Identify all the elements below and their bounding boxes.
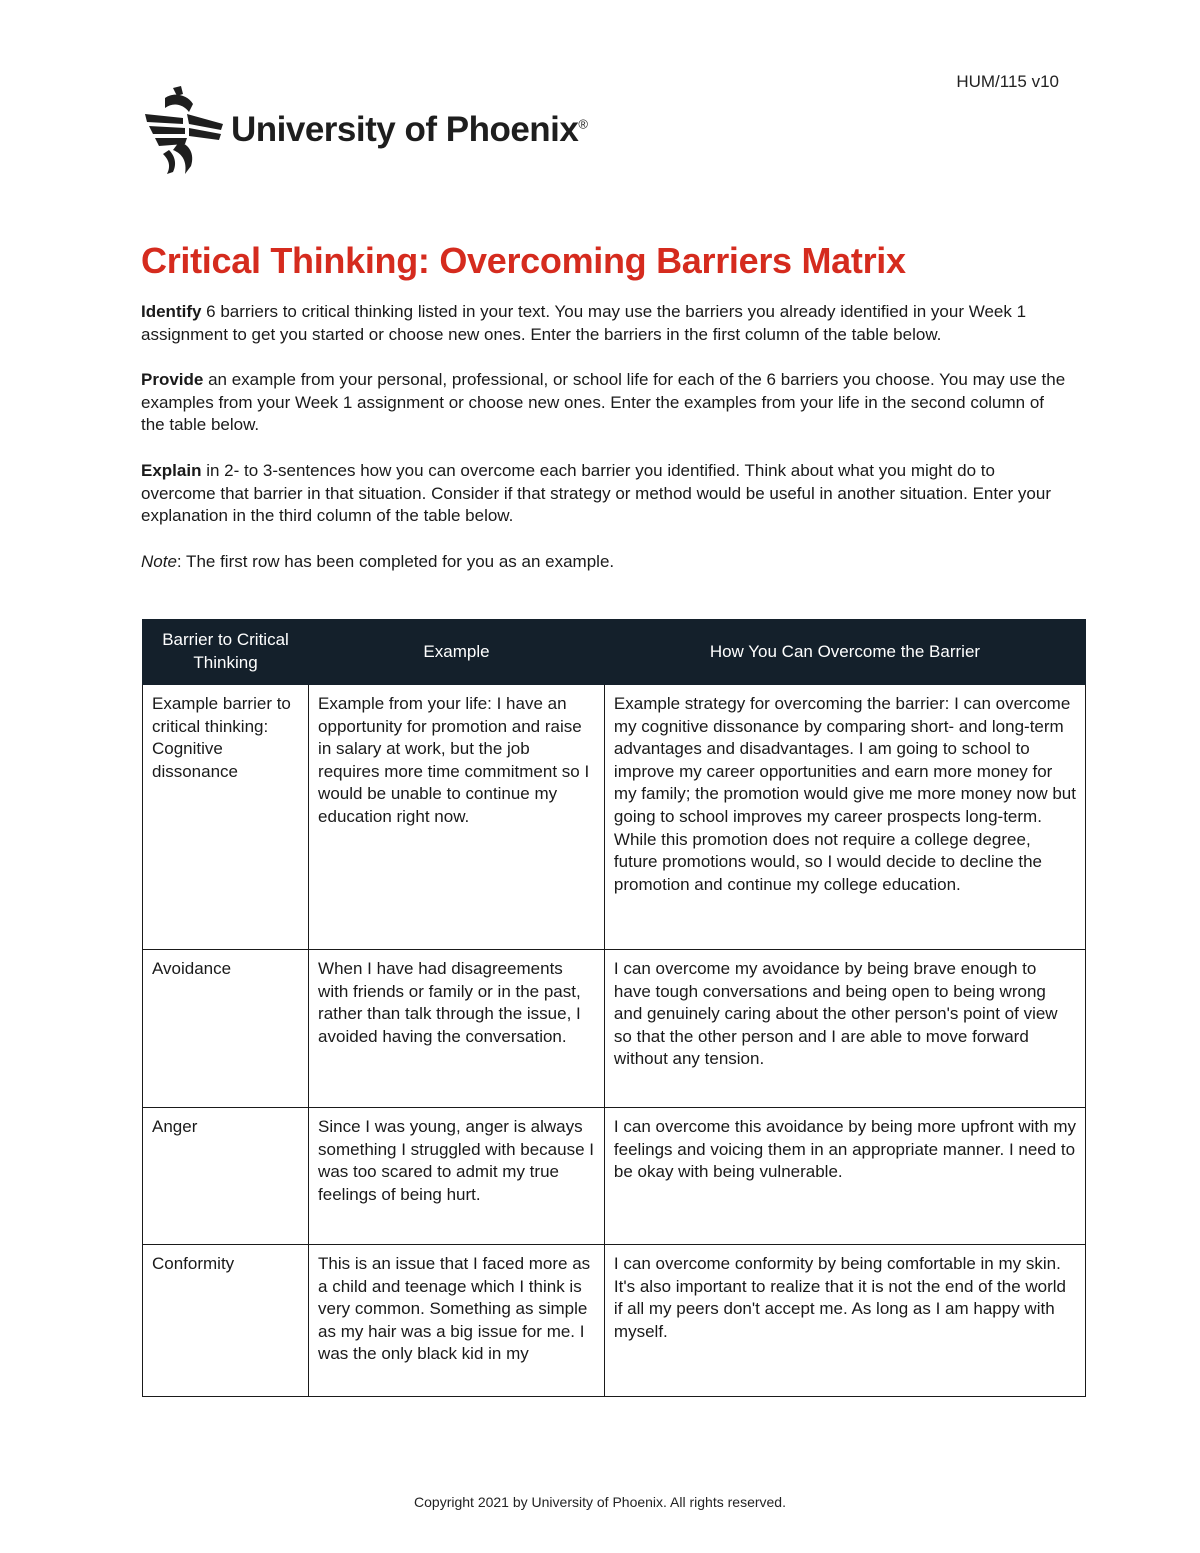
cell-barrier: Avoidance	[143, 950, 309, 1108]
instruction-provide: Provide an example from your personal, professional, or school life for each of the 6 barriers you choose. You may use the examples from your Week 1 assignment or choose new ones. Enter the examples from your life in the second column of the table below.	[141, 370, 1066, 435]
phoenix-logo-icon	[143, 84, 225, 176]
cell-overcome: I can overcome conformity by being comfortable in my skin. It's also important to realize that it is not the end of the world if all my peers don't accept me. As long as I am happy with myself.	[604, 1245, 1085, 1397]
header-example: Example	[309, 620, 605, 685]
instruction-note: Note: The first row has been completed for you as an example.	[141, 551, 615, 571]
cell-barrier: Conformity	[143, 1245, 309, 1397]
logo-text: University of Phoenix®	[231, 110, 588, 149]
table-row	[143, 1245, 1086, 1397]
instructions	[141, 301, 1066, 596]
header-overcome: How You Can Overcome the Barrier	[604, 620, 1085, 685]
table-row	[143, 1108, 1086, 1245]
cell-overcome: Example strategy for overcoming the barrier: I can overcome my cognitive dissonance by comparing short- and long-term advantages and disadvantages. I am going to school to improve my career opportunities and earn more money for my family; the promotion would give me more money now but going to school improves my career prospects long-term. While this promotion does not require a college degree, future promotions would, so I would decide to decline the promotion and continue my college education.	[604, 685, 1085, 950]
cell-overcome: I can overcome this avoidance by being more upfront with my feelings and voicing them in an appropriate manner. I need to be okay with being vulnerable.	[604, 1108, 1085, 1245]
cell-overcome: I can overcome my avoidance by being brave enough to have tough conversations and being open to being wrong and genuinely caring about the other person's point of view so that the other person and I are able to move forward without any tension.	[604, 950, 1085, 1108]
table-row	[143, 950, 1086, 1108]
barriers-matrix-table	[142, 619, 1086, 1397]
table-header-row	[143, 620, 1086, 685]
cell-barrier: Anger	[143, 1108, 309, 1245]
cell-example: Example from your life: I have an opportunity for promotion and raise in salary at work, but the job requires more time commitment so I would be unable to continue my education right now.	[309, 685, 605, 950]
cell-example: When I have had disagreements with friends or family or in the past, rather than talk through the issue, I avoided having the conversation.	[309, 950, 605, 1108]
table-row	[143, 685, 1086, 950]
course-code: HUM/115 v10	[956, 72, 1059, 91]
university-logo	[143, 84, 587, 176]
header-barrier: Barrier to Critical Thinking	[143, 620, 309, 685]
cell-example: Since I was young, anger is always something I struggled with because I was too scared to admit my true feelings of being hurt.	[309, 1108, 605, 1245]
page-title: Critical Thinking: Overcoming Barriers Matrix	[141, 240, 906, 281]
cell-barrier: Example barrier to critical thinking: Cognitive dissonance	[143, 685, 309, 950]
cell-example: This is an issue that I faced more as a child and teenage which I think is very common. Something as simple as my hair was a big issue for me. I was the only black kid in my	[309, 1245, 605, 1397]
instruction-identify: Identify 6 barriers to critical thinking listed in your text. You may use the barriers you already identified in your Week 1 assignment to get you started or choose new ones. Enter the barriers in the first column of the table below.	[141, 302, 1027, 344]
instruction-explain: Explain in 2- to 3-sentences how you can overcome each barrier you identified. Think about what you might do to overcome that barrier in that situation. Consider if that strategy or method would be useful in another situation. Enter your explanation in the third column of the table below.	[141, 460, 1051, 526]
copyright-footer: Copyright 2021 by University of Phoenix. All rights reserved.	[414, 1494, 786, 1510]
